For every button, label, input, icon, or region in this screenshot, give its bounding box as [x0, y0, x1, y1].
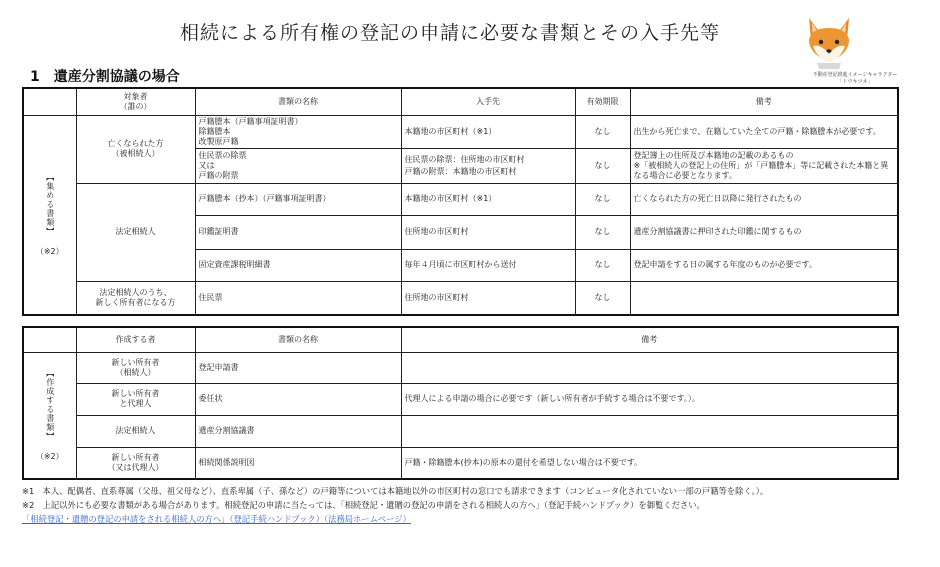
footnote-1: ※1 本人、配偶者、直系尊属（父母、祖父母など）、直系卑属（子、孫など）の戸籍等については本籍地以外の市区町村の窓口でも請求できます（コンピュータ化されていない一部の戸籍等を除く。）。: [22, 486, 769, 496]
table-row: [23, 281, 898, 315]
source-cell: 住民票の除票：住所地の市区町村 戸籍の附票：本籍地の市区町村: [401, 148, 575, 183]
source-cell: 本籍地の市区町村（※1）: [401, 115, 575, 148]
table-row: [23, 352, 898, 383]
target-deceased: 亡くなられた方 （被相続人）: [76, 115, 195, 183]
handbook-link[interactable]: 「相続登記・遺贈の登記の申請をされる相続人の方へ」（登記手続ハンドブック）（法務局ホームページ）: [22, 514, 411, 524]
doc-name-cell: 委任状: [195, 383, 401, 415]
source-cell: 住所地の市区町村: [401, 215, 575, 249]
page-title: 相続による所有権の登記の申請に必要な書類とその入手先等: [179, 22, 720, 44]
table-header-row: [23, 88, 898, 115]
remarks-cell: 亡くなられた方の死亡日以降に発行されたもの: [630, 183, 898, 215]
remarks-cell: [401, 415, 898, 447]
remarks-cell: 登記簿上の住所及び本籍地の記載のあるもの ※「被相続人の登記上の住所」が「戸籍謄本」等に記載された本籍と異なる場合に必要となります。: [630, 148, 898, 183]
remarks-cell: 出生から死亡まで、在籍していた全ての戸籍・除籍謄本が必要です。: [630, 115, 898, 148]
mascot-caption-line: 「トウキツネ」: [837, 79, 873, 85]
doc-name-cell: 固定資産課税明細書: [195, 249, 401, 281]
target-heirs: 法定相続人: [76, 183, 195, 281]
source-cell: 本籍地の市区町村（※1）: [401, 183, 575, 215]
table-row: [23, 415, 898, 447]
header-remarks: 備考: [630, 88, 898, 115]
header-target: 対象者 （誰の）: [76, 88, 195, 115]
doc-name-cell: 登記申請書: [195, 352, 401, 383]
table-row: [23, 383, 898, 415]
doc-name-cell: 住民票の除票 又は 戸籍の附票: [195, 148, 401, 183]
create-side-label: 【作成する書類】 （※2）: [23, 352, 76, 479]
creator-cell: 新しい所有者 （相続人）: [76, 352, 195, 383]
mascot-caption: [795, 72, 915, 86]
table-row: [23, 115, 898, 148]
source-cell: 住所地の市区町村: [401, 281, 575, 315]
header-remarks: 備考: [401, 327, 898, 352]
remarks-cell: 代理人による申請の場合に必要です（新しい所有者が手続する場合は不要です。）。: [401, 383, 898, 415]
validity-cell: なし: [575, 249, 630, 281]
fox-mascot-icon: [803, 14, 855, 70]
doc-name-cell: 戸籍謄本（抄本）（戸籍事項証明書）: [195, 183, 401, 215]
doc-name-cell: 住民票: [195, 281, 401, 315]
creator-cell: 法定相続人: [76, 415, 195, 447]
mascot-caption-line: 不動産登記推進イメージキャラクター: [812, 72, 898, 78]
remarks-cell: 遺産分割協議書に押印された印鑑に関するもの: [630, 215, 898, 249]
header-creator: 作成する者: [76, 327, 195, 352]
doc-name-cell: 戸籍謄本（戸籍事項証明書） 除籍謄本 改製原戸籍: [195, 115, 401, 148]
remarks-cell: [401, 352, 898, 383]
header-validity: 有効期限: [575, 88, 630, 115]
validity-cell: なし: [575, 183, 630, 215]
header-source: 入手先: [401, 88, 575, 115]
creator-cell: 新しい所有者 と代理人: [76, 383, 195, 415]
doc-name-cell: 相続関係説明図: [195, 447, 401, 479]
collect-side-label: 【集める書類】 （※2）: [23, 115, 76, 315]
validity-cell: なし: [575, 148, 630, 183]
validity-cell: なし: [575, 115, 630, 148]
header-doc-name: 書類の名称: [195, 88, 401, 115]
table-row: [23, 183, 898, 215]
documents-to-collect-table: [22, 87, 899, 316]
header-doc-name: 書類の名称: [195, 327, 401, 352]
validity-cell: なし: [575, 215, 630, 249]
remarks-cell: [630, 281, 898, 315]
documents-to-create-table: [22, 326, 899, 480]
remarks-cell: 戸籍・除籍謄本(抄本)の原本の還付を希望しない場合は不要です。: [401, 447, 898, 479]
source-cell: 毎年４月頃に市区町村から送付: [401, 249, 575, 281]
remarks-cell: 登記申請をする日の属する年度のものが必要です。: [630, 249, 898, 281]
section-heading: 1 遺産分割協議の場合: [30, 69, 180, 85]
table-header-row: [23, 327, 898, 352]
table-row: [23, 447, 898, 479]
footnote-2: ※2 上記以外にも必要な書類がある場合があります。相続登記の申請に当たっては、「相続登記・遺贈の登記の申請をされる相続人の方へ」（登記手続ハンドブック）を御覧ください。: [22, 500, 705, 510]
validity-cell: なし: [575, 281, 630, 315]
footnotes: [22, 484, 912, 526]
doc-name-cell: 印鑑証明書: [195, 215, 401, 249]
target-new-owner: 法定相続人のうち、 新しく所有者になる方: [76, 281, 195, 315]
doc-name-cell: 遺産分割協議書: [195, 415, 401, 447]
creator-cell: 新しい所有者 （又は代理人）: [76, 447, 195, 479]
